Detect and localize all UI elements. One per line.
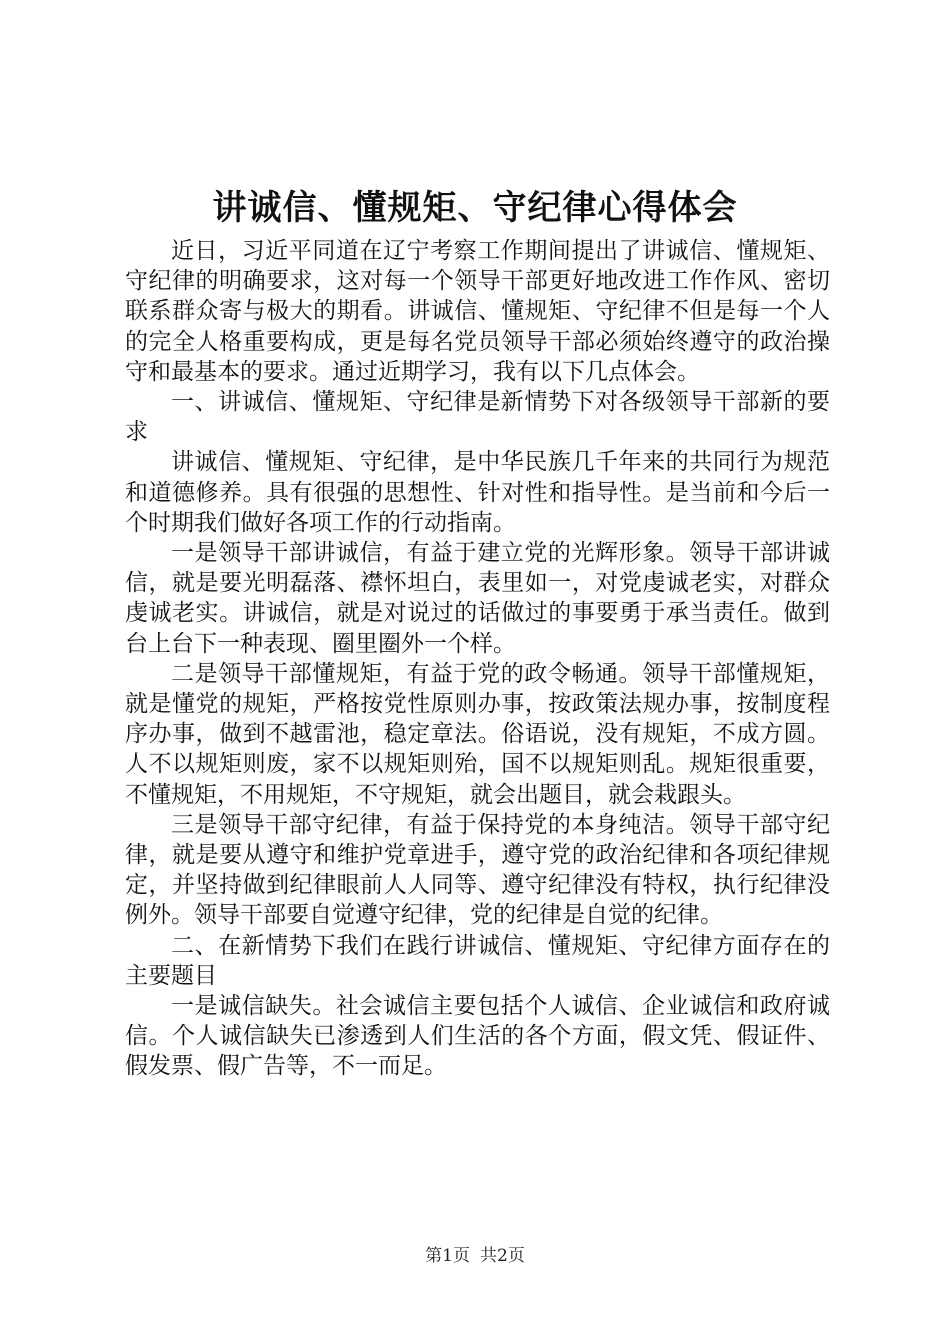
document-title: 讲诚信、懂规矩、守纪律心得体会 (212, 188, 738, 228)
paragraph: 一是领导干部讲诚信，有益于建立党的光辉形象。领导干部讲诚信，就是要光明磊落、襟怀坦白，表里如一，对党虔诚老实，对群众虔诚老实。讲诚信，就是对说过的话做过的事要勇于承当责任。做到台上台下一种表现、圈里圈外一个样。 (125, 540, 830, 657)
document-body (125, 236, 830, 1082)
page-number-total: 共2页 (480, 1246, 525, 1266)
page-footer (0, 1245, 950, 1267)
paragraph: 一是诚信缺失。社会诚信主要包括个人诚信、企业诚信和政府诚信。个人诚信缺失已渗透到人们生活的各个方面，假文凭、假证件、假发票、假广告等，不一而足。 (125, 993, 830, 1080)
page-number-current: 第1页 (425, 1246, 470, 1266)
paragraph: 二是领导干部懂规矩，有益于党的政令畅通。领导干部懂规矩，就是懂党的规矩，严格按党性原则办事，按政策法规办事，按制度程序办事，做到不越雷池，稳定章法。俗语说，没有规矩，不成方圆。人不以规矩则废，家不以规矩则殆，国不以规矩则乱。规矩很重要，不懂规矩，不用规矩，不守规矩，就会出题目，就会栽跟头。 (125, 660, 830, 808)
paragraph: 三是领导干部守纪律，有益于保持党的本身纯洁。领导干部守纪律，就是要从遵守和维护党章进手，遵守党的政治纪律和各项纪律规定，并坚持做到纪律眼前人人同等、遵守纪律没有特权，执行纪律没例外。领导干部要自觉遵守纪律，党的纪律是自觉的纪律。 (125, 811, 830, 929)
section-heading: 一、讲诚信、懂规矩、守纪律是新情势下对各级领导干部新的要求 (125, 389, 830, 446)
section-heading: 二、在新情势下我们在践行讲诚信、懂规矩、守纪律方面存在的主要题目 (125, 932, 830, 989)
paragraph: 讲诚信、懂规矩、守纪律，是中华民族几千年来的共同行为规范和道德修养。具有很强的思想性、针对性和指导性。是当前和今后一个时期我们做好各项工作的行动指南。 (125, 449, 830, 536)
paragraph: 近日，习近平同道在辽宁考察工作期间提出了讲诚信、懂规矩、守纪律的明确要求，这对每一个领导干部更好地改进工作作风、密切联系群众寄与极大的期看。讲诚信、懂规矩、守纪律不但是每一个人的完全人格重要构成，更是每名党员领导干部必须始终遵守的政治操守和最基本的要求。通过近期学习，我有以下几点体会。 (125, 238, 830, 385)
